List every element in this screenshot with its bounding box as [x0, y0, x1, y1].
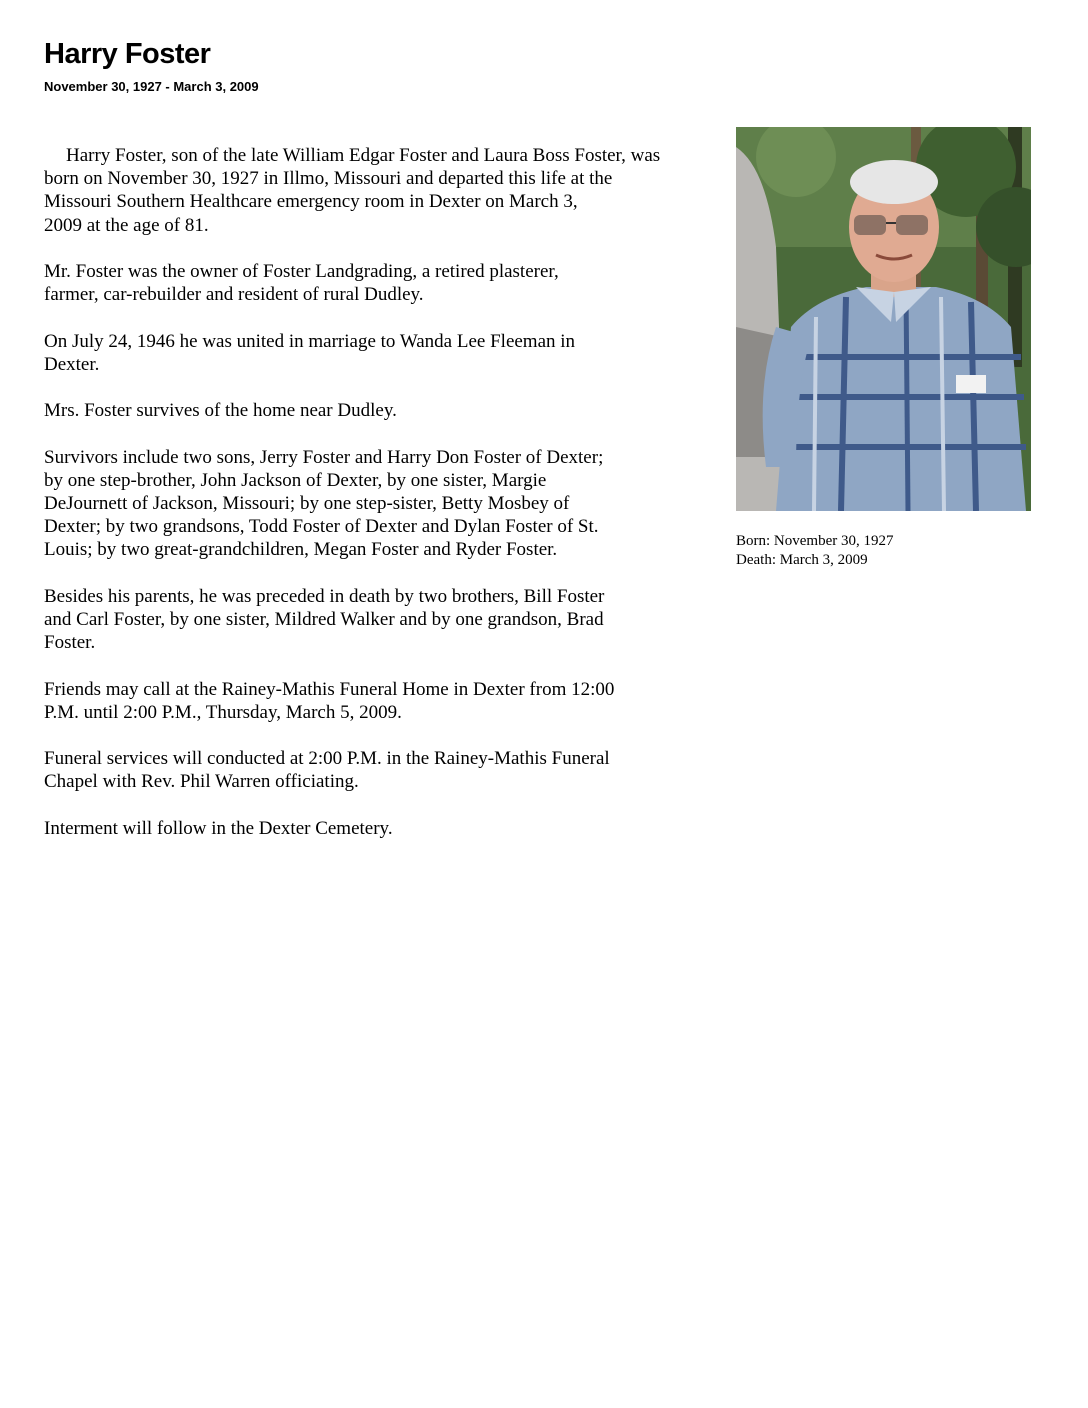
paragraph-visitation: Friends may call at the Rainey-Mathis Funeral Home in Dexter from 12:00 P.M. until 2:00 P.M., Thursday, March 5, 2009. [44, 678, 615, 723]
paragraph-biography: Harry Foster, son of the late William Edgar Foster and Laura Boss Foster, was born on November 30, 1927 in Illmo, Missouri and departed this life at the Missouri Southern Healthcare emergency room in Dexter on March 3, 2009 at the age of 81. [44, 145, 661, 236]
paragraph-preceded: Besides his parents, he was preceded in death by two brothers, Bill Foster and Carl Foster, by one sister, Mildred Walker and by one grandson, Brad Foster. [44, 585, 605, 654]
paragraph-interment: Interment will follow in the Dexter Cemetery. [44, 817, 393, 839]
paragraph-funeral: Funeral services will conducted at 2:00 P.M. in the Rainey-Mathis Funeral Chapel with Rev. Phil Warren officiating. [44, 748, 610, 793]
paragraph-occupation: Mr. Foster was the owner of Foster Landgrading, a retired plasterer, farmer, car-rebuilder and resident of rural Dudley. [44, 261, 559, 306]
paragraph-marriage: On July 24, 1946 he was united in marriage to Wanda Lee Fleeman in Dexter. [44, 330, 576, 375]
portrait-photo [736, 127, 1031, 511]
paragraph-spouse: Mrs. Foster survives of the home near Dudley. [44, 400, 397, 422]
obituary-name: Harry Foster [44, 38, 211, 70]
photo-caption [736, 532, 893, 570]
caption-death: Death: March 3, 2009 [736, 552, 868, 568]
caption-born: Born: November 30, 1927 [736, 533, 894, 549]
life-dates: November 30, 1927 - March 3, 2009 [44, 79, 259, 94]
obituary-body [44, 144, 744, 863]
paragraph-survivors: Survivors include two sons, Jerry Foster and Harry Don Foster of Dexter; by one step-brother, John Jackson of Dexter, by one sister, Margie DeJournett of Jackson, Missouri; by one step-sister, Betty Mosbey of Dexter; by two grandsons, Todd Foster of Dexter and Dylan Foster of St. Louis; by two great-grandchildren, Megan Foster and Ryder Foster. [44, 446, 604, 561]
